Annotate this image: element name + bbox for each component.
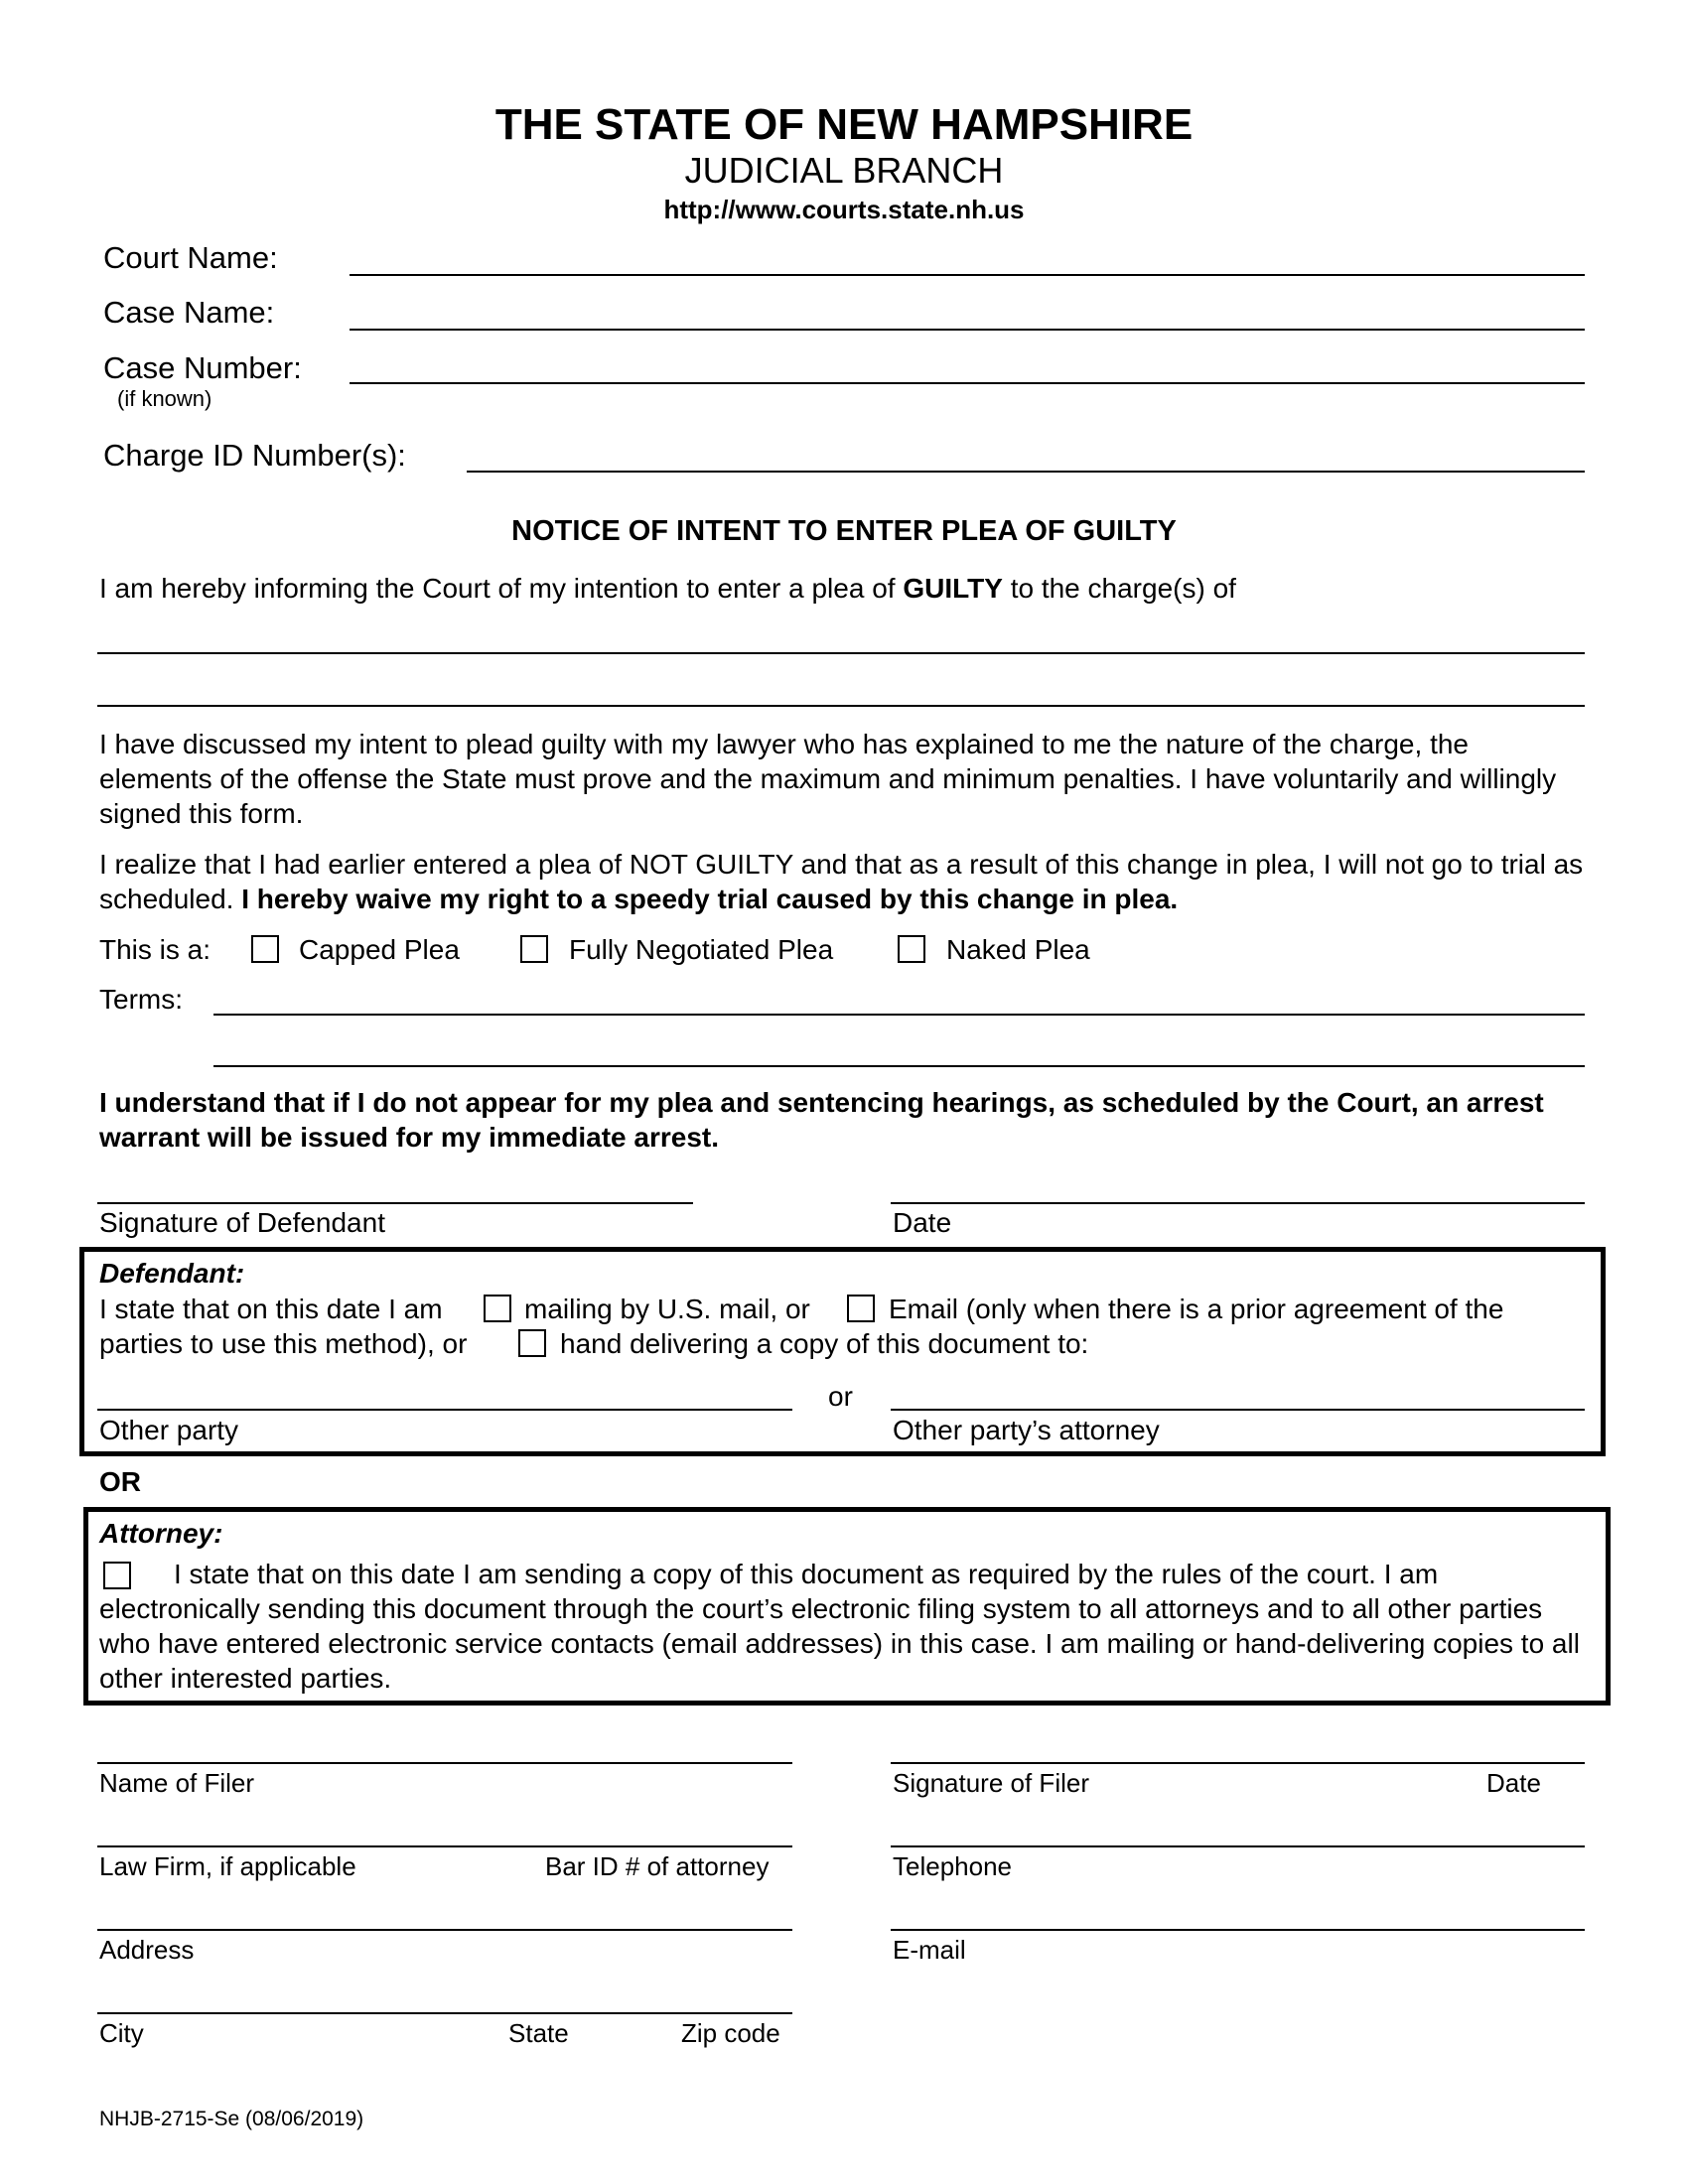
bar-id-label: Bar ID # of attorney — [545, 1851, 770, 1881]
naked-plea-label: Naked Plea — [946, 934, 1090, 965]
hand-delivery-label: hand delivering a copy of this document to: — [560, 1328, 1089, 1359]
case-number-field[interactable] — [350, 382, 1585, 384]
capped-plea-checkbox[interactable] — [251, 935, 279, 963]
defendant-box-title: Defendant: — [99, 1258, 245, 1289]
notice-intro-bold: GUILTY — [903, 573, 1003, 604]
mail-checkbox[interactable] — [484, 1295, 511, 1322]
header-url[interactable]: http://www.courts.state.nh.us — [663, 195, 1025, 224]
notice-intro-pre: I am hereby informing the Court of my intention to enter a plea of — [99, 573, 904, 604]
arrest-warning: I understand that if I do not appear for my plea and sentencing hearings, as scheduled by the Court, an arrest warrant will be issued for my immediate arrest. — [99, 1087, 1544, 1153]
speedy-trial-waiver: I hereby waive my right to a speedy trial caused by this change in plea. — [241, 884, 1179, 914]
header-branch: JUDICIAL BRANCH — [684, 150, 1004, 191]
mail-option-label: mailing by U.S. mail, or — [524, 1294, 810, 1324]
telephone-line[interactable] — [891, 1845, 1585, 1847]
defendant-date-label: Date — [893, 1207, 952, 1238]
form-id: NHJB-2715-Se (08/06/2019) — [99, 2108, 364, 2130]
city-state-zip-line[interactable] — [97, 2012, 792, 2014]
defendant-date-line[interactable] — [891, 1202, 1585, 1204]
charges-line-2[interactable] — [97, 705, 1585, 707]
attorney-service-statement: I state that on this date I am sending a copy of this document as required by the rules of the court. I am electronically sending this document through the court’s electronic filing system to all attorneys and to all other parties who have entered electronic service contacts (email addresses) in this case. I am mailing or hand-delivering copies to all other interested parties. — [99, 1559, 1580, 1694]
hand-delivery-checkbox[interactable] — [518, 1329, 546, 1357]
filer-date-label: Date — [1486, 1768, 1541, 1798]
or-separator: or — [828, 1381, 853, 1412]
case-name-label: Case Name: — [103, 295, 275, 330]
telephone-label: Telephone — [893, 1851, 1012, 1881]
fully-negotiated-plea-label: Fully Negotiated Plea — [569, 934, 834, 965]
court-name-label: Court Name: — [103, 240, 278, 275]
email-checkbox[interactable] — [847, 1295, 875, 1322]
other-attorney-label: Other party’s attorney — [893, 1415, 1160, 1445]
other-party-label: Other party — [99, 1415, 239, 1445]
law-firm-line[interactable] — [97, 1845, 792, 1847]
attorney-service-text — [99, 1557, 1589, 1696]
header-state: THE STATE OF NEW HAMPSHIRE — [494, 100, 1194, 149]
case-name-field[interactable] — [350, 329, 1585, 331]
email-option-label: Email (only when there is a prior agreement of the — [889, 1294, 1504, 1324]
city-label: City — [99, 2018, 144, 2048]
defendant-signature-label: Signature of Defendant — [99, 1207, 385, 1238]
naked-plea-checkbox[interactable] — [898, 935, 925, 963]
defendant-state-text: I state that on this date I am — [99, 1294, 443, 1324]
email-line[interactable] — [891, 1929, 1585, 1931]
notice-intro-post: to the charge(s) of — [1002, 573, 1236, 604]
charge-id-field[interactable] — [467, 471, 1585, 473]
terms-label: Terms: — [99, 984, 183, 1015]
discussion-paragraph: I have discussed my intent to plead guilty with my lawyer who has explained to me the nature of the charge, the elements of the offense the State must prove and the maximum and minimum penalties. I have voluntarily and willingly signed this form. — [99, 729, 1557, 829]
notice-title: NOTICE OF INTENT TO ENTER PLEA OF GUILTY — [511, 515, 1177, 547]
attorney-box-title: Attorney: — [99, 1518, 223, 1549]
defendant-method-text: parties to use this method), or — [99, 1328, 468, 1359]
court-name-field[interactable] — [350, 274, 1585, 276]
address-label: Address — [99, 1935, 195, 1965]
charge-id-label: Charge ID Number(s): — [103, 438, 406, 473]
capped-plea-label: Capped Plea — [299, 934, 460, 965]
case-number-note: (if known) — [117, 386, 212, 411]
filer-name-line[interactable] — [97, 1762, 792, 1764]
fully-negotiated-plea-checkbox[interactable] — [520, 935, 548, 963]
terms-line-1[interactable] — [213, 1014, 1585, 1016]
defendant-signature-line[interactable] — [97, 1202, 693, 1204]
charges-line-1[interactable] — [97, 652, 1585, 654]
plea-type-label: This is a: — [99, 934, 211, 965]
law-firm-label: Law Firm, if applicable — [99, 1851, 356, 1881]
address-line[interactable] — [97, 1929, 792, 1931]
zip-label: Zip code — [681, 2018, 780, 2048]
state-label: State — [508, 2018, 569, 2048]
email-label: E-mail — [893, 1935, 966, 1965]
filer-signature-label: Signature of Filer — [893, 1768, 1089, 1798]
not-guilty-text: I realize that I had earlier entered a plea of NOT GUILTY and that as a result of this change in plea, I will not go to trial as scheduled. — [99, 849, 1584, 914]
not-guilty-paragraph — [99, 847, 1589, 916]
or-label: OR — [99, 1466, 141, 1497]
terms-line-2[interactable] — [213, 1065, 1585, 1067]
filer-signature-line[interactable] — [891, 1762, 1585, 1764]
filer-name-label: Name of Filer — [99, 1768, 255, 1798]
other-attorney-line[interactable] — [891, 1409, 1585, 1411]
case-number-label: Case Number: — [103, 350, 302, 385]
other-party-line[interactable] — [97, 1409, 792, 1411]
notice-intro — [99, 572, 1236, 606]
